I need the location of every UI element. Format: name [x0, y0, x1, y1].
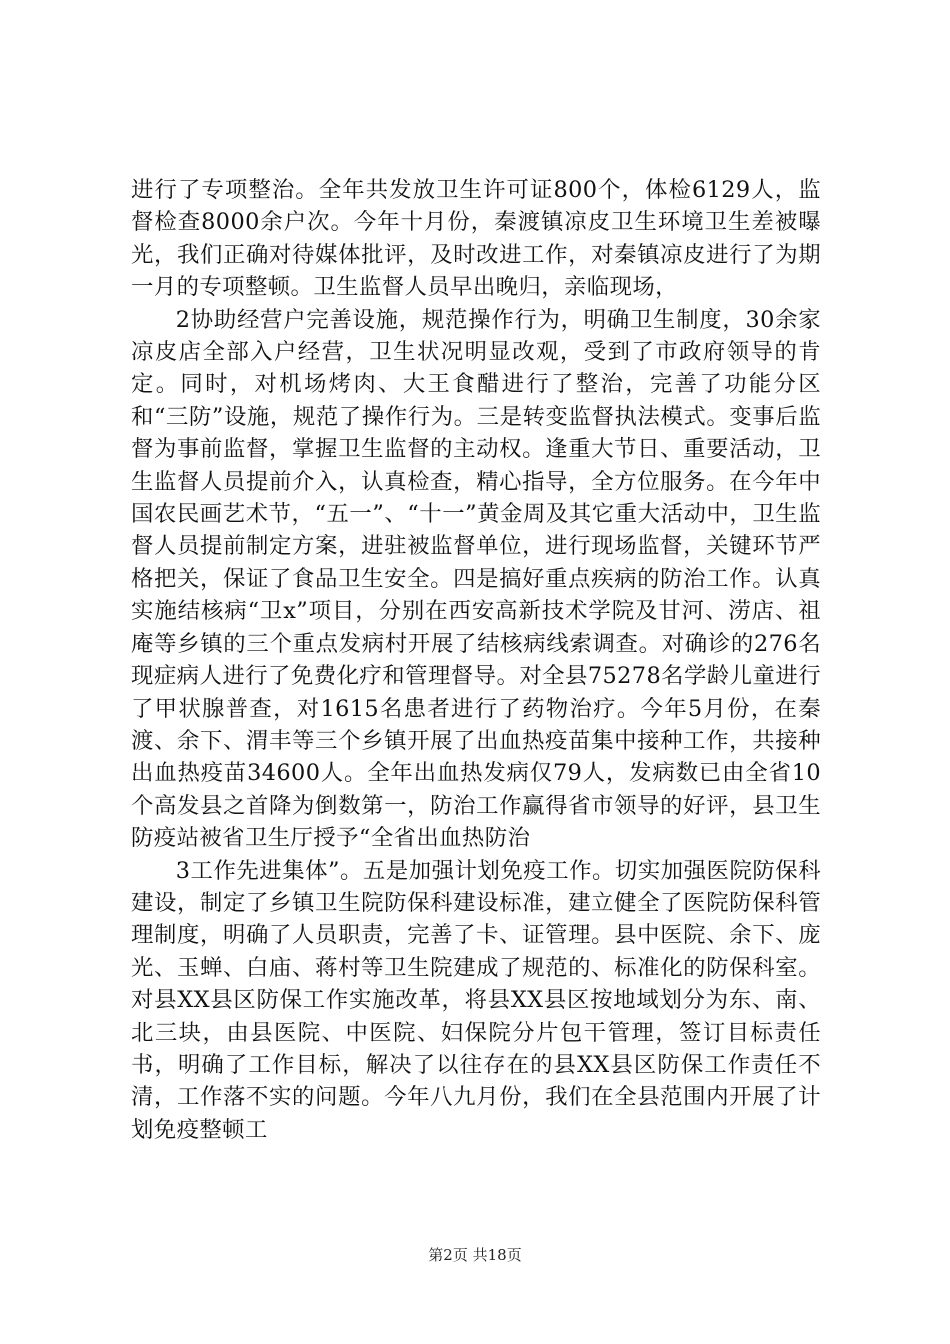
- paragraph-1: 进行了专项整治。全年共发放卫生许可证800个，体检6129人，监督检查8000余户次。今年十月份，秦渡镇凉皮卫生环境卫生差被曝光，我们正确对待媒体批评，及时改进工作，对秦镇凉皮进行了为期一月的专项整顿。卫生监督人员早出晚归，亲临现场，: [131, 177, 821, 301]
- paragraph-3: 3工作先进集体”。五是加强计划免疫工作。切实加强医院防保科建设，制定了乡镇卫生院防保科建设标准，建立健全了医院防保科管理制度，明确了人员职责，完善了卡、证管理。县中医院、余下、庞光、玉蝉、白庙、蒋村等卫生院建成了规范的、标准化的防保科室。对县XX县区防保工作实施改革，将县XX县区按地域划分为东、南、北三块，由县医院、中医院、妇保院分片包干管理，签订目标责任书，明确了工作目标，解决了以往存在的县XX县区防保工作责任不清，工作落不实的问题。今年八九月份，我们在全县范围内开展了计划免疫整顿工: [131, 857, 821, 1143]
- page-footer: 第2页 共18页: [428, 1246, 522, 1264]
- paragraph-2: 2协助经营户完善设施，规范操作行为，明确卫生制度，30余家凉皮店全部入户经营，卫生状况明显改观，受到了市政府领导的肯定。同时，对机场烤肉、大王食醋进行了整治，完善了功能分区和“三防”设施，规范了操作行为。三是转变监督执法模式。变事后监督为事前监督，掌握卫生监督的主动权。逢重大节日、重要活动，卫生监督人员提前介入，认真检查，精心指导，全方位服务。在今年中国农民画艺术节，“五一”、“十一”黄金周及其它重大活动中，卫生监督人员提前制定方案，进驻被监督单位，进行现场监督，关键环节严格把关，保证了食品卫生安全。四是搞好重点疾病的防治工作。认真实施结核病“卫x”项目，分别在西安高新技术学院及甘河、涝店、祖庵等乡镇的三个重点发病村开展了结核病线索调查。对确诊的276名现症病人进行了免费化疗和管理督导。对全县75278名学龄儿童进行了甲状腺普查，对1615名患者进行了药物治疗。今年5月份，在秦渡、余下、渭丰等三个乡镇开展了出血热疫苗集中接种工作，共接种出血热疫苗34600人。全年出血热发病仅79人，发病数已由全省10个高发县之首降为倒数第一，防治工作赢得省市领导的好评，县卫生防疫站被省卫生厅授予“全省出血热防治: [131, 306, 821, 852]
- document-body: [131, 174, 821, 1146]
